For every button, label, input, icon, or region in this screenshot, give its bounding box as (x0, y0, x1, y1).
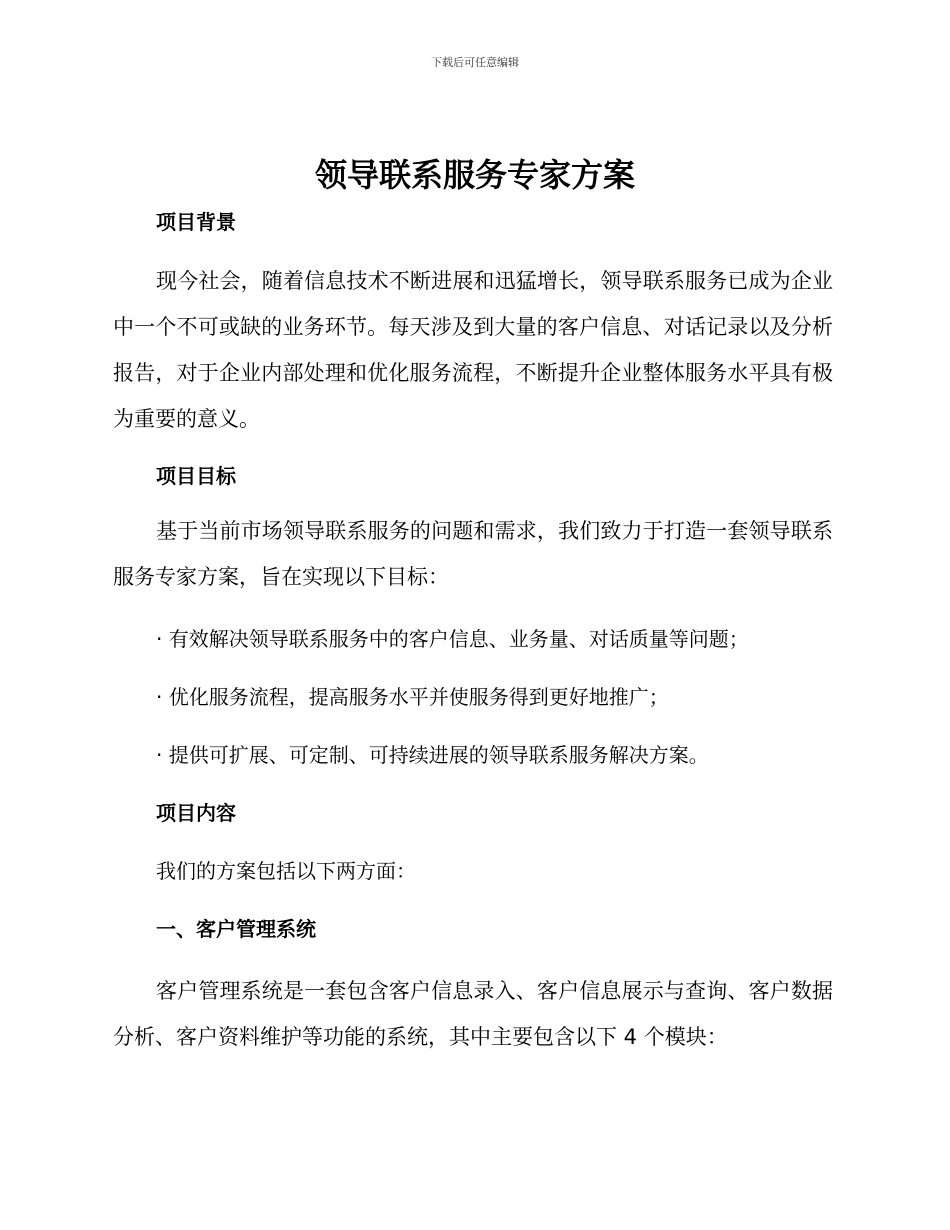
goal-bullet-2: · 优化服务流程，提高服务水平并使服务得到更好地推广； (156, 685, 669, 709)
background-paragraph: 现今社会，随着信息技术不断进展和迅猛增长，领导联系服务已成为企业中一个不可或缺的业务环节。每天涉及到大量的客户信息、对话记录以及分析报告，对于企业内部处理和优化服务流程，不断提升企业整体服务水平具有极为重要的意义。 (113, 269, 833, 431)
section-heading-background: 项目背景 (156, 210, 236, 234)
goals-paragraph: 基于当前市场领导联系服务的问题和需求，我们致力于打造一套领导联系服务专家方案，旨在实现以下目标： (113, 519, 833, 589)
content-intro: 我们的方案包括以下两方面： (156, 859, 416, 883)
page-header-note: 下载后可任意编辑 (431, 56, 519, 69)
document-title: 领导联系服务专家方案 (314, 156, 635, 194)
section-heading-crm: 一、客户管理系统 (156, 917, 316, 941)
section-heading-content: 项目内容 (156, 801, 236, 825)
goal-bullet-1: · 有效解决领导联系服务中的客户信息、业务量、对话质量等问题； (156, 627, 749, 651)
goal-bullet-3: · 提供可扩展、可定制、可持续进展的领导联系服务解决方案。 (156, 743, 709, 767)
document-body (113, 200, 833, 1060)
crm-paragraph: 客户管理系统是一套包含客户信息录入、客户信息展示与查询、客户数据分析、客户资料维护等功能的系统，其中主要包含以下 4 个模块： (113, 979, 833, 1049)
section-heading-goals: 项目目标 (156, 464, 236, 488)
